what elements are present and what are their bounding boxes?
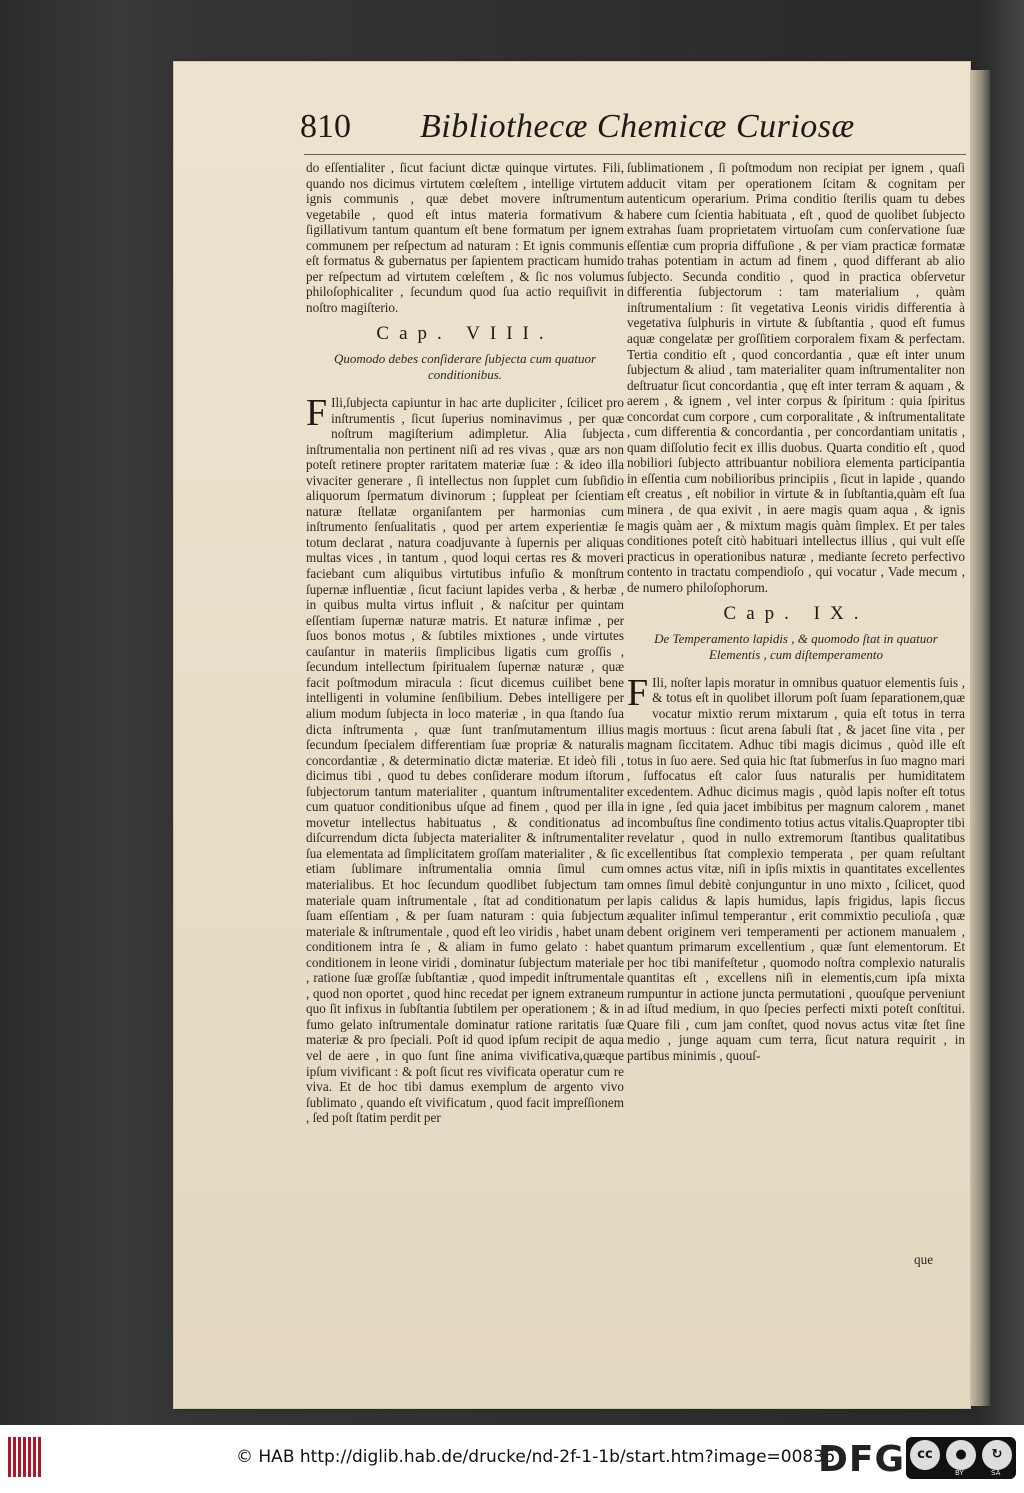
cc-icon: cc bbox=[910, 1440, 940, 1470]
chapter-8-title: Quomodo debes conſiderare ſubjecta cum quatuor conditionibus. bbox=[334, 351, 596, 383]
sa-icon: ↻ bbox=[982, 1440, 1012, 1470]
left-paragraph-1: do eſſentialiter , ſicut faciunt dictæ quinque virtutes. Fili, quando nos dicimus virtutem cœleſtem , intellige virtutem ignis communis , quæ debet movere inſtrumentum vegetabile , quod eſt intus materia formativum & ſigillativum tantum quantum eſt bene formatum per ignem communem per reſpectum ad naturam : Et ignis communis eſt formatus & gubernatus per ſapientem practicam humido per reſpectum ad virtutem cœleſtem , & ſic nos volumus philoſophicaliter , ſecundum quod ſua actio requiſivit in noſtro magiſterio. bbox=[306, 160, 624, 315]
catchword: que bbox=[914, 1252, 934, 1267]
dfg-logo: DFG bbox=[818, 1439, 906, 1480]
left-paragraph-2: Ili,ſubjecta capiuntur in hac arte dupliciter , ſcilicet pro inſtrumentis , ſicut ſuperius nominavimus , per quæ noſtrum magiſterium adimpletur. Alia ſubjecta inſtrumentalia non pertinent niſi ad res vivas , quæ ars non poteſt retinere propter raritatem materiæ ſuæ : & ideo illa vivaciter generare , ſi intellectus non ſupplet cum ſubſidio aliquorum ſpermatum divinorum ; ſuppleat per ſcientiam naturæ ſtellatæ organiſantem per harmonias cum inſtrumento ſenſualitatis , quod per artem experientiæ ſe totum declarat , natura coadjuvante à ſupernis per aliquas multas vices , in tantum , quod loqui certas res & moveri faciebant cum aliquibus virtutibus infuſio & monſtrum ſupernæ influentiæ , ſicut faciunt lapides verba , & herbæ , in quibus multa virtus influit , & naſcitur per quintam eſſentiam ſupernæ naturæ matris. Et naturæ infimæ , per ſuos bonos motus , & ſubtiles mixtiones , unde virtutes cauſantur in materiis ſimplicibus ligatis cum groſſis , ſecundum intellectum ſpiritualem ſupernæ naturæ , quæ facit poſtmodum miracula : ſicut dicemus cuilibet bene intelligenti in volumine ſenſibilium. Debes intelligere per alium modum ſubjecta in loco materiæ , in qua ſtando ſua dicta inſtrumenta , quæ ſunt tranſmutamentum illius ſecundum ſpecialem differentiam ſuæ propriæ & naturalis concordantiæ , & determinatio dictæ materiæ. Et ideò fili , dicimus tibi , quod tu debes conſiderare modum iſtorum ſubjectorum tantum materialiter , quantum inſtrumentaliter cum quatuor conditionibus uſque ad finem , quod per illa movetur intellectus habituatus , & conditionatus ad diſcurrendum dicta ſubjecta materialiter & inſtrumentaliter ſua elementata ad ſimplicitatem groſſam materialiter , & ſic etiam ſublimare inſtrumentalia omnia ſimul cum materialibus. Et hoc ſecundum quodlibet ſubjectum tam materiale quam inſtrumentale , ſtat ad conditionatum per ſuam eſſentiam , & per ſuam naturam : quia ſubjectum materiale & inſtrumentale , quod eſt leo viridis , habet unam conditionem intra ſe , & aliam in fumo gelato : habet conditionem in leone viridi , dominatur ſubjectum materiale , ratione ſuæ groſſæ ſubſtantiæ , quod impedit inſtrumentale , quod non oportet , quod hinc recedat per ignem extraneum quo ſit infixus in ſubſtantia ſubtilem per operationem ; & in fumo gelato inſtrumentale dominatur ratione raritatis ſuæ materiæ & pro ſpeciali. Poſt id quod ipſum recipit de aqua vel de aere , in quo ſunt ſine anima vivificativa,quæque ipſum vivificant : & poſt ſicut res vivificata operatur cum re viva. Et de hoc tibi damus exemplum de argento vivo ſublimato , quando eſt vivificatum , quod facit impreſſionem , ſed poſt ſtatim perdit per bbox=[306, 395, 624, 1126]
right-column bbox=[627, 160, 965, 1064]
left-column bbox=[306, 160, 624, 1126]
running-title: Bibliothecæ Chemicæ Curiosæ bbox=[420, 108, 855, 145]
copyright-link[interactable]: © HAB http://diglib.hab.de/drucke/nd-2f-1-1b/start.htm?image=00836 bbox=[236, 1447, 835, 1467]
right-paragraph-1: ſublimationem , ſi poſtmodum non recipiat per ignem , quaſi adducit vitam per operationem ſcitam & cognitam per autenticum operarium. Prima conditio ſterilis quam tu debes habere cum ſcientia habituata , eſt , quod de quolibet ſubjecto extrahas ſuam proprietatem virtuoſam cum conſervatione ſuæ eſſentiæ cum propria diffuſione , & per viam practicæ formatæ trahas potentiam in actum ad finem , quod differant ab alio ſubjecto. Secunda conditio , quod in practica obſervetur differentia ſubjectorum : tam materialium , quàm inſtrumentalium : ſit vegetativa Leonis viridis differentia à vegetativa ſulphuris in virtute & ſubſtantia , quod eſt fumus aquæ congelatæ per groſſitiem corporalem fixam & perfectam. Tertia conditio eſt , quod concordantia , quæ eſt inter unum ſubjectum & aliud , tam materialiter quam inſtrumentaliter non deſtruatur ſicut concordantia , quę eſt inter terram & aquam , & aerem , & ignem , vel inter corpus & ſpiritum : quia ſpiritus concordat cum corpore , cum corporalitate , & inſtrumentalitate , cum differentia & concordantia , per concordantiam unitatis , quam diſſolutio fecit ex illis duobus. Quarta conditio eſt , quod nobiliori ſubjecto attribuantur nobiliora elementa participantia in eſſentia cum nobilioribus principiis , ſicut in lapide , quando eſt creatus , eſt nobilior in virtute & in ſubſtantia,quàm eſt ſua minera , de qua exivit , in aere magis quam aqua , & ignis magis quàm aer , & mixtum magis quàm ſimplex. Et per tales conditiones poteſt citò habituari intellectus illius , qui vult eſſe practicus in operationibus naturæ , mediante ſecreto perfectivo contento in tractatu compendioſo , qui vocatur , Vade mecum , de numero philoſophorum. bbox=[627, 160, 965, 595]
chapter-9-title: De Temperamento lapidis , & quomodo ſtat in quatuor Elementis , cum diſtemperamento bbox=[654, 630, 938, 662]
drop-cap: F bbox=[627, 671, 649, 714]
page-number: 810 bbox=[300, 108, 351, 145]
head-rule bbox=[304, 154, 966, 155]
right-paragraph-2: Ili, noſter lapis moratur in omnibus quatuor elementis ſuis , & totus eſt in quolibet illorum poſt ſuam ſeparationem,quæ vocatur mixtio rerum mixtarum , quia eſt totus in terra magis mortuus : ſicut arena ſabuli ſtat , & jacet ſine vita , per magnam ſiccitatem. Adhuc tibi magis dicimus , quòd ille eſt totus in ſuo aere. Sed quia hic ſtat ſubmerſus in ſuo magno mari , ſuffocatus eſt calor ſuus naturalis per humiditatem excedentem. Adhuc dicimus magis , quòd lapis noſter eſt totus in igne , ſed quia jacet imbibitus per magnum calorem , manet incombuſtus ſine condimento totius actus vitalis.Quapropter tibi revelatur , quod in nullo extremorum ſtantibus qualitatibus excellentibus ſtat complexio temperata , per quam reſultant omnes actus vitæ, niſi in ipſis mixtis in quantitates excellentes omnes ſimul debitè conjunguntur in uno mixto , ſcilicet, quod lapis calidus & lapis humidus, lapis frigidus, lapis ſiccus æqualiter inſimul temperantur , erit commixtio peculioſa , quæ debent originem veri temperamenti per actionem manualem , quantum primarum excellentium , quæ ſunt elementorum. Et per hoc tibi manifeſtetur , quomodo noſtra complexio naturalis quantitas eſt , excellens niſi in elementis,cum ipſa mixta rumpuntur in actione juncta permutationi , quouſque perveniunt ad iſtud medium, in quo ſpecies perfecti mixti poteſt conſtitui. Quare fili , cum jam conſtet, quod novus actus vitæ ſtet ſine medio , junge aquam cum terra, ſicut natura requirit , in partibus minimis , quouſ- bbox=[627, 674, 965, 1063]
hab-logo-icon bbox=[8, 1437, 42, 1477]
drop-cap: F bbox=[306, 392, 328, 435]
page-edge bbox=[970, 70, 990, 1406]
license-badge[interactable] bbox=[906, 1437, 1016, 1479]
footer-bar bbox=[0, 1425, 1024, 1493]
sa-label: SA bbox=[991, 1469, 1001, 1477]
by-label: BY bbox=[955, 1469, 964, 1477]
chapter-8-heading: Cap. VIII. bbox=[376, 323, 554, 345]
chapter-9-heading: Cap. IX. bbox=[723, 603, 869, 625]
by-icon: ● bbox=[946, 1440, 976, 1470]
running-head bbox=[300, 108, 855, 154]
